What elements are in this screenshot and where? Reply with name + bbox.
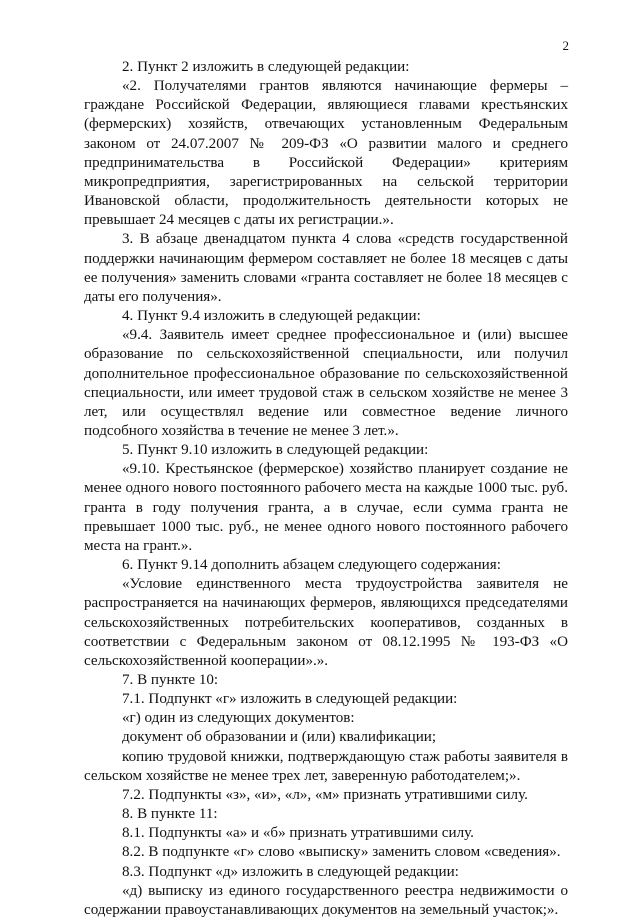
paragraph: 4. Пункт 9.4 изложить в следующей редакции: [122,308,421,325]
paragraph: «9.10. Крестьянское (фермерское) хозяйство планирует создание не менее одного нового постоянного рабочего места на каждые 1000 тыс. руб. гранта в году получения гранта, а в случае, если сумма гранта не превышает 1000 тыс. руб., не менее одного нового постоянного рабочего места на грант.». [84,461,568,554]
paragraph: 2. Пункт 2 изложить в следующей редакции: [122,59,410,75]
paragraph: «2. Получателями грантов являются начинающие фермеры – граждане Российской Федерации, являющиеся главами крестьянских (фермерских) хозяйств, отвечающих установленным Федеральным законом от 24.07.2007 № 209-ФЗ «О развитии малого и среднего предпринимательства в Российской Федерации» критериям микропредприятия, зарегистрированных на сельской территории Ивановской области, продолжительность деятельности которых не превышает 24 месяцев с даты их регистрации.». [84,78,568,229]
page-number: 2 [562,38,569,53]
paragraph: «д) выписку из единого государственного реестра недвижимости о содержании правоустанавливающих документов на земельный участок;». [84,882,568,918]
paragraph: 7.1. Подпункт «г» изложить в следующей редакции: [122,691,458,708]
paragraph: «Условие единственного места трудоустройства заявителя не распространяется на начинающих фермеров, являющихся председателями сельскохозяйственных потребительских кооперативов, созданных в соответствии с Федеральным законом от 08.12.1995 № 193-ФЗ «О сельскохозяйственной кооперации».». [84,576,568,669]
paragraph: 8.2. В подпункте «г» слово «выписку» заменить словом «сведения». [122,844,561,861]
paragraph: 8.1. Подпункты «а» и «б» признать утратившими силу. [122,825,474,842]
paragraph: 7. В пункте 10: [122,672,219,688]
document-body [84,58,568,920]
paragraph: копию трудовой книжки, подтверждающую стаж работы заявителя в сельском хозяйстве не менее трех лет, заверенную работодателем;». [84,748,568,784]
paragraph: 5. Пункт 9.10 изложить в следующей редакции: [122,442,429,459]
paragraph: 7.2. Подпункты «з», «и», «л», «м» признать утратившими силу. [122,786,528,803]
paragraph: 6. Пункт 9.14 дополнить абзацем следующего содержания: [122,557,501,574]
paragraph: «9.4. Заявитель имеет среднее профессиональное и (или) высшее образование по сельскохозяйственной специальности, или получил дополнительное профессиональное образование по сельскохозяйственной специальности, или имеет трудовой стаж в сельском хозяйстве не менее 3 лет, или осуществлял ведение или совместное ведение личного подсобного хозяйства в течение не менее 3 лет.». [84,327,568,439]
paragraph: 8. В пункте 11: [122,806,218,823]
paragraph: 8.3. Подпункт «д» изложить в следующей редакции: [122,863,459,880]
paragraph: 3. В абзаце двенадцатом пункта 4 слова «средств государственной поддержки начинающим фермером составляет не более 18 месяцев с даты ее получения» заменить словами «гранта составляет не более 18 месяцев с даты его получения». [84,231,568,305]
paragraph: «г) один из следующих документов: [122,710,355,727]
paragraph: документ об образовании и (или) квалификации; [122,729,437,746]
